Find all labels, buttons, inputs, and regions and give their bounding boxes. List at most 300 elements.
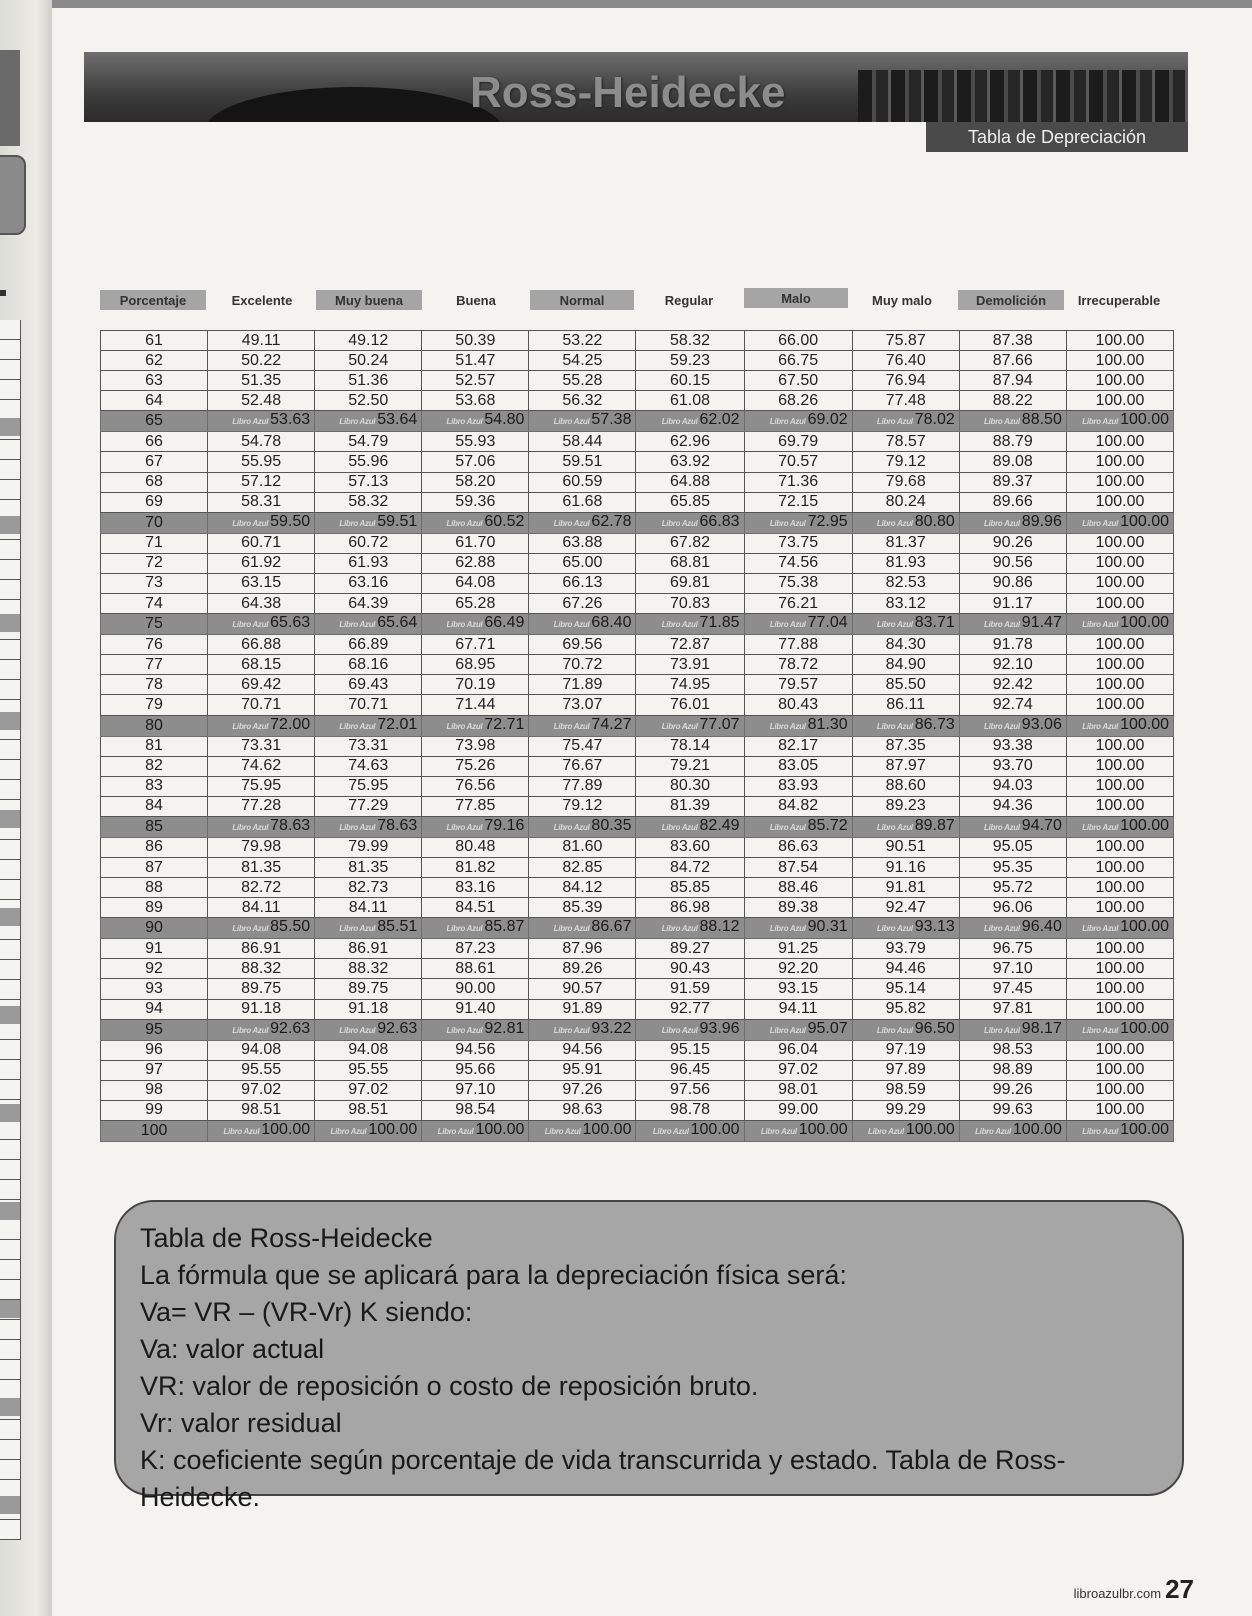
cell-text: 90.56 [992, 554, 1033, 572]
cell-text: 92.77 [669, 1000, 711, 1018]
cell-text: 82.72 [241, 878, 282, 896]
watermark-logo: Libro Azul [983, 417, 1020, 427]
table-cell-value [529, 1121, 636, 1142]
watermark-logo: Libro Azul [232, 822, 269, 832]
cell-text: 100.00 [1095, 371, 1145, 389]
table-cell-value [1066, 695, 1173, 715]
cell-text: 83 [145, 777, 163, 795]
table-cell-value [852, 635, 959, 655]
cell-text: 100.00 [1120, 1121, 1169, 1138]
table-cell-value [959, 939, 1066, 959]
table-cell-value [959, 1080, 1066, 1100]
table-cell-value [636, 432, 744, 452]
watermark-logo: Libro Azul [1082, 620, 1119, 630]
watermark-logo: Libro Azul [769, 620, 806, 630]
cell-text: 94.70 [1021, 816, 1062, 834]
table-cell-value [529, 573, 636, 593]
watermark-logo: Libro Azul [553, 721, 590, 731]
cell-text: 84.11 [348, 898, 388, 916]
table-cell-value [744, 452, 852, 472]
cell-text: 98.51 [241, 1101, 282, 1119]
table-cell-value [636, 635, 744, 655]
cell-text: 77 [145, 655, 163, 673]
table-cell-value [852, 695, 959, 715]
table-cell-value [852, 837, 959, 857]
table-cell-value [852, 432, 959, 452]
table-row [101, 492, 1174, 512]
table-cell-value [422, 979, 529, 999]
cell-text: 85 [145, 817, 163, 835]
table-cell-percentage [101, 411, 208, 432]
cell-text: 77.07 [699, 715, 740, 733]
table-cell-value [959, 796, 1066, 816]
table-cell-value [852, 675, 959, 695]
table-cell-value [529, 594, 636, 614]
table-cell-value [529, 411, 636, 432]
table-cell-value [852, 1080, 959, 1100]
cell-text: 70.71 [241, 695, 282, 713]
watermark-logo: Libro Azul [330, 1127, 367, 1136]
cell-text: 79.21 [669, 757, 711, 775]
cell-text: 67.50 [778, 371, 819, 389]
table-cell-value [315, 614, 422, 635]
cell-text: 77.88 [778, 635, 819, 653]
table-cell-value [1066, 614, 1173, 635]
table-row [101, 594, 1174, 614]
cell-text: 76.01 [669, 695, 711, 713]
cell-text: 100.00 [1120, 816, 1169, 834]
cell-text: 67.26 [562, 594, 603, 612]
cell-text: 100.00 [475, 1121, 525, 1138]
table-cell-value [744, 1121, 852, 1142]
table-cell-value [1066, 594, 1173, 614]
watermark-logo: Libro Azul [983, 1025, 1020, 1035]
cell-text: 65.00 [562, 554, 603, 572]
table-cell-value [852, 452, 959, 472]
table-cell-value [636, 614, 744, 635]
cell-text: 63.88 [562, 534, 603, 552]
table-cell-percentage [101, 796, 208, 816]
table-cell-value [422, 331, 529, 351]
cell-text: 87.35 [885, 737, 926, 755]
cell-text: 92.20 [778, 959, 819, 977]
table-cell-value [852, 331, 959, 351]
table-cell-value [636, 979, 744, 999]
cell-text: 94.08 [241, 1041, 282, 1059]
adjacent-page-shaded-row [0, 1104, 20, 1122]
notes-definition-vr-lower: Vr: valor residual [140, 1408, 342, 1438]
cell-text: 92.74 [992, 695, 1033, 713]
table-cell-value [1066, 452, 1173, 472]
table-cell-value [852, 1040, 959, 1060]
cell-text: 85.50 [270, 918, 311, 936]
cell-text: 98.53 [992, 1041, 1033, 1059]
cell-text: 98.17 [1021, 1019, 1062, 1037]
cell-text: 54.78 [241, 432, 282, 450]
cell-text: 77.28 [241, 797, 282, 815]
table-cell-value [744, 1080, 852, 1100]
cell-text: 97.45 [992, 979, 1033, 997]
cell-text: 100.00 [798, 1121, 848, 1138]
table-cell-value [208, 472, 315, 492]
cell-text: 71.89 [562, 675, 603, 693]
table-cell-value [959, 553, 1066, 573]
table-cell-value [208, 898, 315, 918]
cell-text: 60.72 [348, 534, 389, 552]
table-cell-percentage [101, 371, 208, 391]
table-cell-value [959, 675, 1066, 695]
watermark-logo: Libro Azul [446, 924, 483, 934]
table-cell-percentage [101, 655, 208, 675]
watermark-logo: Libro Azul [339, 721, 376, 731]
table-row [101, 695, 1174, 715]
table-cell-value [208, 655, 315, 675]
table-cell-value [959, 635, 1066, 655]
table-cell-percentage [101, 1100, 208, 1120]
notes-formula: Va= VR – (VR-Vr) K siendo: [140, 1297, 473, 1327]
cell-text: 99.26 [992, 1081, 1033, 1099]
cell-text: 100.00 [1095, 959, 1145, 977]
table-cell-percentage [101, 1040, 208, 1060]
table-cell-value [852, 512, 959, 533]
cell-text: 55.93 [455, 432, 496, 450]
cell-text: 75.95 [348, 777, 389, 795]
table-cell-value [1066, 796, 1173, 816]
cell-text: 91.40 [455, 1000, 496, 1018]
table-cell-value [529, 816, 636, 837]
table-cell-value [636, 331, 744, 351]
cell-text: 97.10 [455, 1081, 496, 1099]
page-title: Ross-Heidecke [470, 68, 786, 117]
column-header-buena: Buena [456, 292, 496, 308]
table-cell-value [208, 635, 315, 655]
table-cell-value [1066, 512, 1173, 533]
table-cell-percentage [101, 857, 208, 877]
table-cell-value [636, 533, 744, 553]
table-cell-value [744, 1019, 852, 1040]
cell-text: 91.81 [885, 878, 926, 896]
cell-text: 86.91 [241, 939, 282, 957]
cell-text: 80.24 [885, 493, 926, 511]
cell-text: 87.54 [778, 858, 819, 876]
table-cell-value [208, 1121, 315, 1142]
cell-text: 93.22 [591, 1019, 632, 1037]
cell-text: 100.00 [1095, 351, 1145, 369]
cell-text: 55.95 [241, 453, 282, 471]
table-cell-value [208, 939, 315, 959]
table-cell-value [1066, 1080, 1173, 1100]
table-cell-value [529, 776, 636, 796]
cell-text: 53.64 [377, 411, 418, 429]
table-cell-value [315, 979, 422, 999]
table-cell-value [422, 1040, 529, 1060]
watermark-logo: Libro Azul [769, 822, 806, 832]
table-cell-value [744, 594, 852, 614]
table-cell-value [852, 999, 959, 1019]
table-cell-value [744, 391, 852, 411]
cell-text: 100.00 [1095, 737, 1145, 755]
table-cell-value [744, 736, 852, 756]
cell-text: 96.04 [778, 1041, 819, 1059]
cell-text: 94.46 [885, 959, 926, 977]
table-cell-value [852, 715, 959, 736]
table-cell-value [959, 1019, 1066, 1040]
watermark-logo: Libro Azul [446, 721, 483, 731]
table-cell-value [959, 472, 1066, 492]
cell-text: 72.71 [484, 715, 525, 733]
watermark-logo: Libro Azul [553, 924, 590, 934]
table-cell-value [959, 492, 1066, 512]
watermark-logo: Libro Azul [661, 721, 698, 731]
cell-text: 90.86 [992, 574, 1033, 592]
table-cell-value [959, 857, 1066, 877]
table-cell-value [959, 736, 1066, 756]
table-cell-value [636, 351, 744, 371]
watermark-logo: Libro Azul [652, 1127, 689, 1136]
cell-text: 100.00 [368, 1121, 418, 1138]
table-cell-value [744, 1040, 852, 1060]
table-cell-value [959, 1100, 1066, 1120]
table-row [101, 1019, 1174, 1040]
table-cell-value [529, 432, 636, 452]
cell-text: 100.00 [1095, 979, 1145, 997]
table-cell-value [208, 371, 315, 391]
watermark-logo: Libro Azul [661, 822, 698, 832]
table-cell-value [315, 1019, 422, 1040]
cell-text: 60.71 [241, 534, 282, 552]
cell-text: 74.63 [348, 757, 389, 775]
cell-text: 100.00 [582, 1121, 632, 1138]
cell-text: 95.72 [992, 878, 1033, 896]
cell-text: 83.12 [885, 594, 926, 612]
cell-text: 78.72 [778, 655, 819, 673]
table-cell-value [636, 776, 744, 796]
cell-text: 76.21 [778, 594, 819, 612]
cell-text: 62.88 [455, 554, 496, 572]
table-cell-value [959, 533, 1066, 553]
cell-text: 50.24 [348, 351, 389, 369]
table-cell-value [1066, 878, 1173, 898]
table-cell-value [636, 1040, 744, 1060]
table-cell-value [529, 1040, 636, 1060]
cell-text: 67 [145, 453, 163, 471]
cell-text: 90 [145, 919, 163, 937]
cell-text: 57.38 [591, 411, 632, 429]
watermark-logo: Libro Azul [339, 822, 376, 832]
cell-text: 85.85 [669, 878, 711, 896]
table-cell-value [1066, 1060, 1173, 1080]
table-cell-value [208, 331, 315, 351]
cell-text: 68.26 [778, 391, 819, 409]
table-cell-value [208, 614, 315, 635]
cell-text: 63.16 [348, 574, 389, 592]
cell-text: 83.05 [778, 757, 819, 775]
table-row [101, 857, 1174, 877]
cell-text: 59.51 [377, 512, 418, 530]
cell-text: 100.00 [1095, 1081, 1145, 1099]
table-cell-value [959, 715, 1066, 736]
table-cell-value [852, 857, 959, 877]
cell-text: 73.98 [455, 737, 496, 755]
adjacent-page-dark-block [0, 50, 20, 146]
cell-text: 68.81 [669, 554, 711, 572]
table-cell-value [744, 472, 852, 492]
table-cell-value [208, 1040, 315, 1060]
cell-text: 81.30 [807, 715, 848, 733]
table-cell-value [852, 472, 959, 492]
column-header-regular: Regular [664, 292, 714, 308]
cell-text: 78.02 [914, 411, 955, 429]
watermark-logo: Libro Azul [223, 1127, 260, 1136]
table-cell-value [636, 837, 744, 857]
cell-text: 85.50 [885, 675, 926, 693]
table-cell-value [422, 351, 529, 371]
column-header-muy-malo: Muy malo [872, 292, 932, 308]
table-row [101, 675, 1174, 695]
table-cell-value [636, 573, 744, 593]
cell-text: 80.35 [591, 816, 632, 834]
cell-text: 100.00 [1095, 838, 1145, 856]
cell-text: 98.01 [778, 1081, 819, 1099]
cell-text: 57.12 [241, 473, 282, 491]
cell-text: 100.00 [1120, 614, 1169, 632]
cell-text: 79.98 [241, 838, 282, 856]
table-cell-value [422, 492, 529, 512]
table-cell-value [529, 999, 636, 1019]
cell-text: 68.16 [348, 655, 389, 673]
watermark-logo: Libro Azul [769, 721, 806, 731]
cell-text: 95.05 [992, 838, 1033, 856]
cell-text: 87.94 [992, 371, 1033, 389]
cell-text: 77.89 [562, 777, 603, 795]
cell-text: 75 [145, 615, 163, 633]
table-cell-value [315, 472, 422, 492]
cell-text: 96.75 [992, 939, 1033, 957]
table-cell-percentage [101, 635, 208, 655]
cell-text: 80.80 [914, 512, 955, 530]
table-cell-value [529, 472, 636, 492]
cell-text: 90.00 [455, 979, 496, 997]
watermark-logo: Libro Azul [769, 417, 806, 427]
cell-text: 65.85 [669, 493, 711, 511]
cell-text: 100.00 [1012, 1121, 1062, 1138]
table-cell-value [1066, 655, 1173, 675]
cell-text: 84.51 [455, 898, 496, 916]
cell-text: 71 [145, 534, 163, 552]
table-cell-value [422, 959, 529, 979]
cell-text: 91.89 [562, 1000, 603, 1018]
table-cell-value [1066, 1100, 1173, 1120]
cell-text: 91 [145, 939, 163, 957]
cell-text: 71.44 [455, 695, 496, 713]
cell-text: 91.59 [669, 979, 711, 997]
table-cell-value [852, 756, 959, 776]
table-cell-percentage [101, 675, 208, 695]
cell-text: 88.61 [455, 959, 496, 977]
table-cell-value [852, 918, 959, 939]
cell-text: 70.19 [455, 675, 496, 693]
cell-text: 93.13 [914, 918, 955, 936]
cell-text: 100.00 [1120, 512, 1169, 530]
table-cell-percentage [101, 1019, 208, 1040]
table-cell-percentage [101, 999, 208, 1019]
cell-text: 77.85 [455, 797, 496, 815]
table-cell-value [959, 959, 1066, 979]
cell-text: 97.81 [992, 1000, 1033, 1018]
watermark-logo: Libro Azul [661, 620, 698, 630]
table-cell-value [422, 432, 529, 452]
cell-text: 78.63 [377, 816, 418, 834]
cell-text: 100.00 [1120, 1019, 1169, 1037]
cell-text: 93.15 [778, 979, 819, 997]
cell-text: 61 [145, 331, 163, 349]
cell-text: 51.36 [348, 371, 389, 389]
cell-text: 77.29 [348, 797, 389, 815]
cell-text: 98.78 [669, 1101, 711, 1119]
cell-text: 56.32 [562, 391, 603, 409]
table-cell-value [959, 594, 1066, 614]
cell-text: 91.47 [1021, 614, 1062, 632]
watermark-logo: Libro Azul [1082, 822, 1119, 832]
cell-text: 95.66 [455, 1061, 496, 1079]
table-cell-value [744, 918, 852, 939]
table-cell-value [852, 736, 959, 756]
cell-text: 80.30 [669, 777, 711, 795]
notes-definition-k: K: coeficiente según porcentaje de vida transcurrida y estado. Tabla de Ross-Heidecke. [140, 1445, 1066, 1512]
table-row [101, 959, 1174, 979]
table-cell-value [852, 351, 959, 371]
cell-text: 71.36 [778, 473, 819, 491]
table-cell-value [315, 452, 422, 472]
table-row [101, 1040, 1174, 1060]
table-cell-value [852, 816, 959, 837]
cell-text: 49.12 [348, 331, 389, 349]
cell-text: 100.00 [1095, 554, 1145, 572]
table-cell-value [959, 655, 1066, 675]
cell-text: 86.63 [778, 838, 819, 856]
cell-text: 89.87 [914, 816, 955, 834]
cell-text: 76.67 [562, 757, 603, 775]
cell-text: 95.55 [241, 1061, 282, 1079]
watermark-logo: Libro Azul [446, 822, 483, 832]
cell-text: 90.26 [992, 534, 1033, 552]
watermark-logo: Libro Azul [769, 518, 806, 528]
cell-text: 100.00 [1095, 1101, 1145, 1119]
cell-text: 74.62 [241, 757, 282, 775]
cell-text: 68.15 [241, 655, 282, 673]
watermark-logo: Libro Azul [232, 518, 269, 528]
cell-text: 100.00 [1095, 473, 1145, 491]
cell-text: 80 [145, 716, 163, 734]
cell-text: 64.39 [348, 594, 389, 612]
cell-text: 100.00 [1095, 898, 1145, 916]
table-cell-value [422, 715, 529, 736]
table-cell-value [744, 776, 852, 796]
table-row [101, 796, 1174, 816]
watermark-logo: Libro Azul [553, 518, 590, 528]
table-cell-value [636, 695, 744, 715]
cell-text: 99.29 [885, 1101, 926, 1119]
table-cell-value [529, 959, 636, 979]
table-cell-value [744, 351, 852, 371]
watermark-logo: Libro Azul [339, 620, 376, 630]
table-cell-value [315, 411, 422, 432]
cell-text: 89 [145, 898, 163, 916]
table-row [101, 655, 1174, 675]
table-cell-value [422, 512, 529, 533]
table-cell-value [529, 452, 636, 472]
cell-text: 88.50 [1021, 411, 1062, 429]
